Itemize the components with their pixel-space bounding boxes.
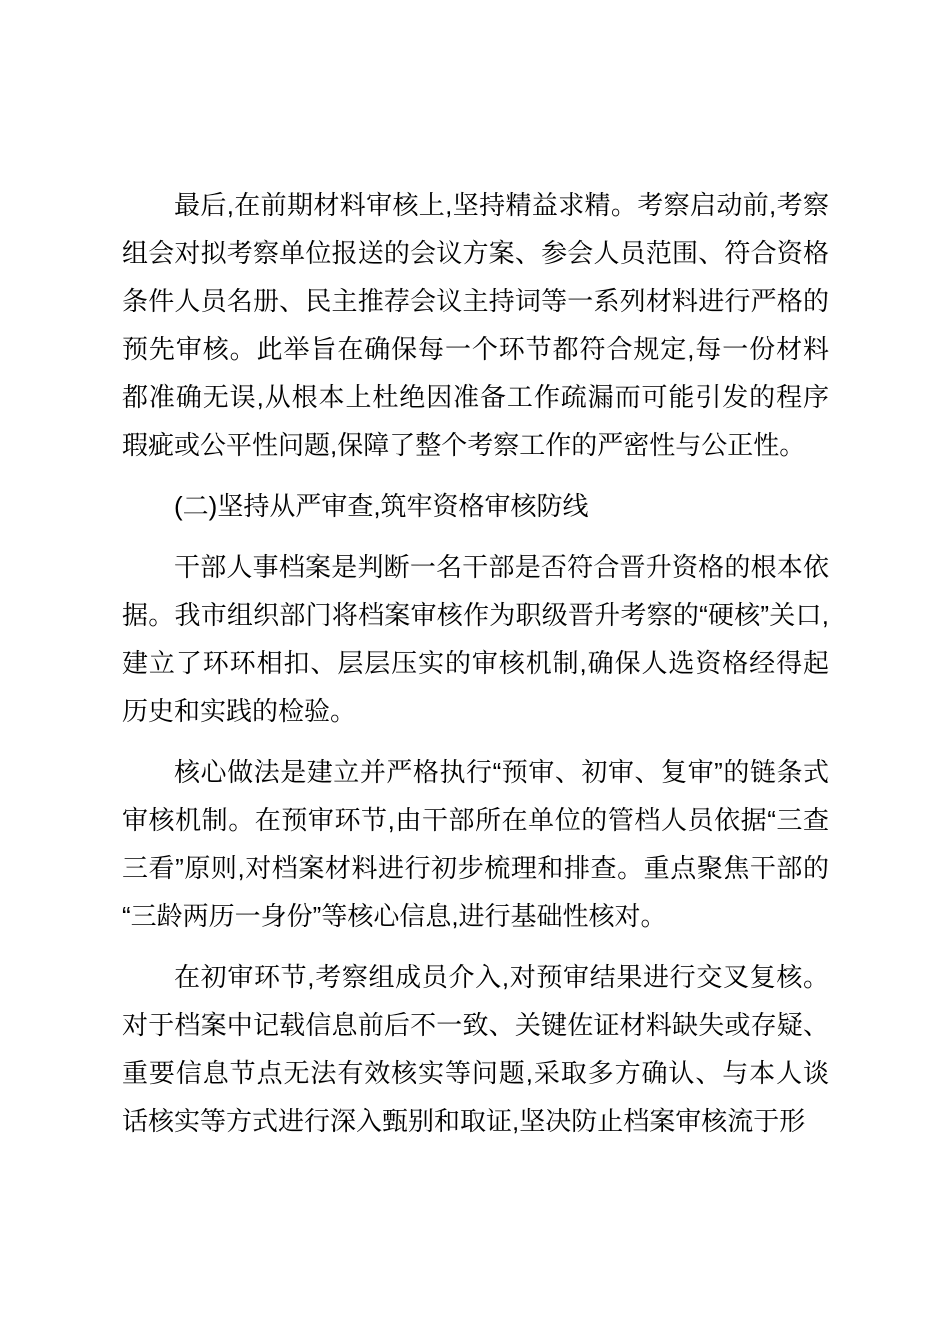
- paragraph-archive-basis: 干部人事档案是判断一名干部是否符合晋升资格的根本依据。我市组织部门将档案审核作为职级晋升考察的“硬核”关口,建立了环环相扣、层层压实的审核机制,确保人选资格经得起历史和实践的检验。: [122, 552, 829, 726]
- paragraph-material-review: 最后,在前期材料审核上,坚持精益求精。考察启动前,考察组会对拟考察单位报送的会议方案、参会人员范围、符合资格条件人员名册、民主推荐会议主持词等一系列材料进行严格的预先审核。此举旨在确保每一个环节都符合规定,每一份材料都准确无误,从根本上杜绝因准备工作疏漏而可能引发的程序瑕疵或公平性问题,保障了整个考察工作的严密性与公正性。: [122, 190, 829, 460]
- document-body: [122, 181, 829, 1158]
- paragraph-initial-review: 在初审环节,考察组成员介入,对预审结果进行交叉复核。对于档案中记载信息前后不一致、关键佐证材料缺失或存疑、重要信息节点无法有效核实等问题,采取多方确认、与本人谈话核实等方式进行深入甄别和取证,坚决防止档案审核流于形: [122, 962, 829, 1136]
- section-heading-2: (二)坚持从严审查,筑牢资格审核防线: [174, 491, 589, 521]
- paragraph-review-chain: 核心做法是建立并严格执行“预审、初审、复审”的链条式审核机制。在预审环节,由干部所在单位的管档人员依据“三查三看”原则,对档案材料进行初步梳理和排查。重点聚焦干部的“三龄两历一身份”等核心信息,进行基础性核对。: [122, 757, 829, 931]
